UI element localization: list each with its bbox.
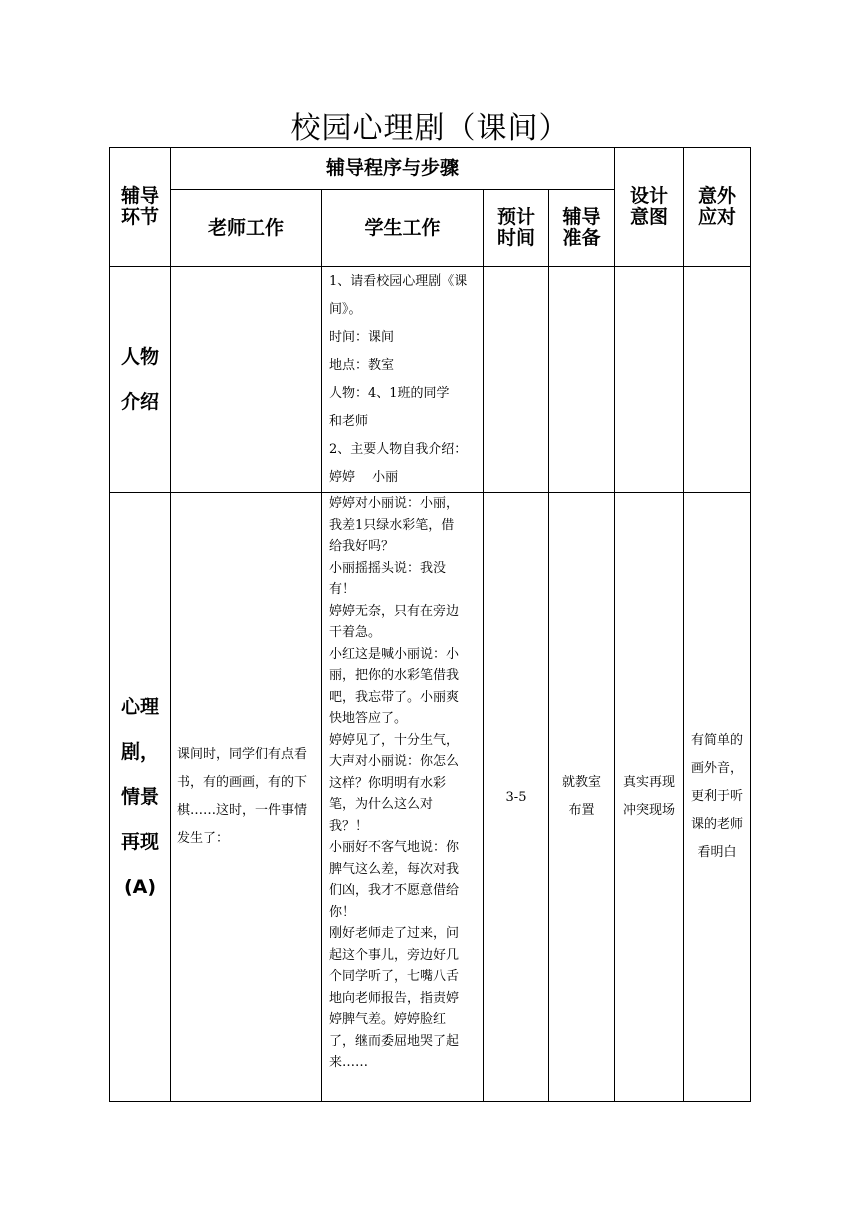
header-student-label: 学生工作 [364,216,441,239]
row2-design-text: 真实再现冲突现场 [622,775,675,818]
table-border-right [750,147,751,1102]
text-line: 吧，我忘带了。小丽爽 [329,689,460,705]
text-line: 婷婷对小丽说：小丽， [329,496,460,511]
row1-section [110,267,170,492]
text-line: 脾气这么差，每次对我 [329,861,460,877]
row2-prep-text: 就教室布置 [561,775,601,818]
header-teacher-label: 老师工作 [207,216,284,239]
text-line: 个同学听了，七嘴八舌 [329,969,460,984]
text-line: 这样？你明明有水彩 [329,775,447,791]
text-line: 来…… [329,1055,369,1070]
text-line: 丽，把你的水彩笔借我 [329,668,460,683]
text-line: 小丽摇摇头说：我没 [329,560,447,576]
text-line: 笔，为什么这么对 [329,797,434,812]
row2-teacher-cell [171,493,321,1101]
text-line: 小红这是喊小丽说：小 [329,646,460,662]
row2-prep-cell [549,493,614,1101]
header-prep-label: 辅导准备 [562,206,601,249]
text-line: 们凶，我才不愿意借给 [329,883,460,898]
page-title: 校园心理剧（课间） [290,111,570,146]
header-design-label: 设计意图 [629,185,668,228]
row2-time-cell [484,493,548,1101]
row2-teacher-text: 课间时，同学们有点看书，有的画画，有的下棋……这时，一件事情发生了： [177,747,308,846]
text-line: 人物：4、1班的同学 [329,386,450,401]
text-line: 地向老师报告，指责婷 [329,990,460,1006]
text-line: 婷婷 小丽 [329,470,399,485]
text-line: 我？！ [329,818,369,834]
text-line: 1、请看校园心理剧《课 [329,274,468,289]
text-line: 和老师 [329,414,369,429]
row1-section-label: 人物介绍 [120,345,159,413]
text-line: 你！ [329,904,356,920]
text-line: 有！ [329,582,356,597]
text-line: 时间：课间 [329,330,395,345]
row1-student-work [329,268,479,492]
text-line: 大声对小丽说：你怎么 [329,754,460,769]
text-line: 婷婷无奈，只有在旁边 [329,603,460,619]
header-student [322,190,483,266]
text-line: 婷脾气差。婷婷脸红 [329,1012,447,1027]
text-line: 地点：教室 [329,358,395,373]
text-line: 起这个事儿，旁边好几 [329,947,460,963]
row2-design-cell [615,493,683,1101]
header-teacher [171,190,321,266]
row2-contingency-text: 有简单的画外音，更利于听课的老师看明白 [690,733,743,860]
text-line: 间》。 [329,302,362,317]
row2-section [110,493,170,1101]
row2-section-label: 心理剧，情景再现(A) [120,695,159,898]
header-program-label: 辅导程序与步骤 [325,157,459,179]
row2-student-work [329,493,479,1074]
row2-time-text: 3-5 [505,789,527,805]
text-line: 婷婷见了，十分生气， [329,732,460,748]
header-time [484,190,548,266]
header-prep [549,190,614,266]
header-time-label: 预计时间 [496,206,535,249]
row2-contingency-cell [684,493,750,1101]
header-section-label: 辅导环节 [120,185,159,228]
text-line: 给我好吗？ [329,539,395,554]
header-program [171,148,614,189]
header-contingency [684,148,750,266]
text-line: 了，继而委屈地哭了起 [329,1033,460,1049]
text-line: 我差1只绿水彩笔，借 [329,517,455,533]
text-line: 刚好老师走了过来，问 [329,926,460,941]
text-line: 干着急。 [329,625,382,640]
table-col-rule [321,189,322,1102]
header-contingency-label: 意外应对 [697,185,736,228]
table-rule-header [109,266,751,267]
header-design [615,148,683,266]
text-line: 2、主要人物自我介绍： [329,442,468,457]
text-line: 快地答应了。 [329,711,408,726]
text-line: 小丽好不客气地说：你 [329,840,460,855]
table-border-bottom [109,1101,751,1102]
header-section [110,148,170,266]
